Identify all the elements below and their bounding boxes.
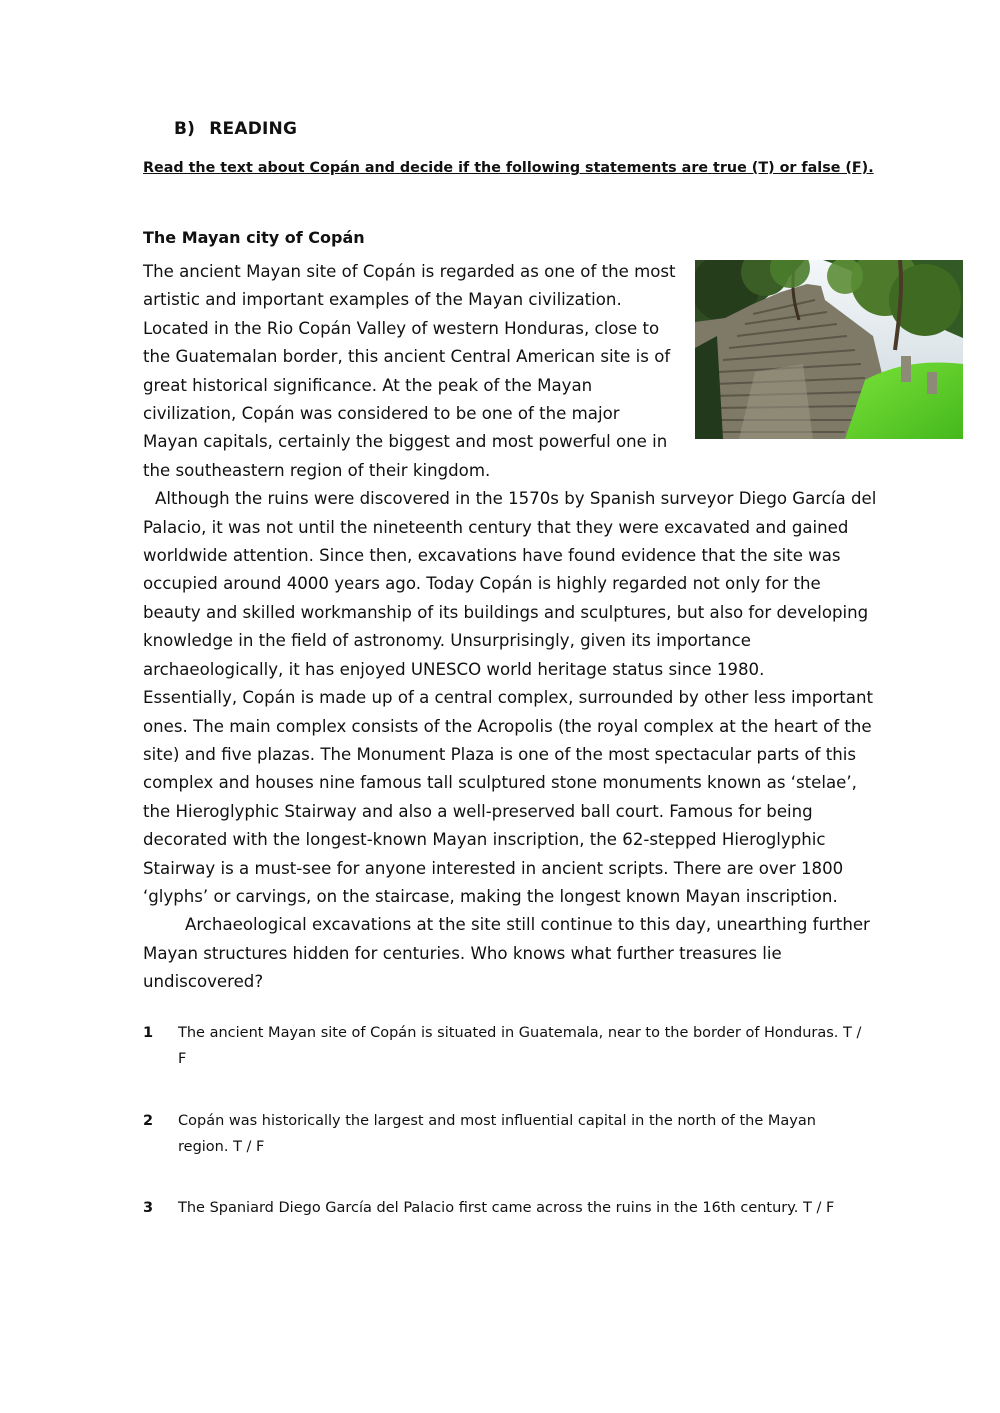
article-paragraph: Archaeological excavations at the site still continue to this day, unearthing further Mayan structures hidden for centuries. Who knows what further treasures lie undiscovered? xyxy=(143,915,870,992)
question-text: Copán was historically the largest and most influential capital in the north of the Mayan region. T / F xyxy=(178,1113,816,1155)
question-number: 3 xyxy=(143,1200,154,1216)
article-paragraph: Although the ruins were discovered in the 1570s by Spanish surveyor Diego García del Palacio, it was not until the nineteenth century that they were excavated and gained worldwide attention. Since then, excavations have found evidence that the site was occupied around 4000 years ago. Today Copán is highly regarded not only for the beauty and skilled workmanship of its buildings and sculptures, but also for developing knowledge in the field of astronomy. Unsurprisingly, given its importance archaeologically, it has enjoyed UNESCO world heritage status since 1980. xyxy=(143,489,877,679)
question-list xyxy=(143,1020,863,1221)
article-paragraph: The ancient Mayan site of Copán is regarded as one of the most artistic and important examples of the Mayan civilization. Located in the Rio Copán Valley of western Honduras, close to the Guatemalan border, this ancient Central American site is of great historical significance. At the peak of the Mayan civilization, Copán was considered to be one of the major Mayan capitals, certainly the biggest and most powerful one in the southeastern region of their kingdom. xyxy=(143,262,676,480)
instruction-text: Read the text about Copán and decide if the following statements are true (T) or false (F). xyxy=(143,160,874,176)
question-item xyxy=(143,1108,863,1160)
question-item xyxy=(143,1020,863,1072)
question-item xyxy=(143,1195,863,1221)
question-text: The ancient Mayan site of Copán is situated in Guatemala, near to the border of Honduras. T / F xyxy=(178,1025,862,1067)
article-title: The Mayan city of Copán xyxy=(143,228,365,247)
question-number: 2 xyxy=(143,1113,154,1129)
article-paragraph: Essentially, Copán is made up of a central complex, surrounded by other less important ones. The main complex consists of the Acropolis (the royal complex at the heart of the site) and five plazas. The Monument Plaza is one of the most spectacular parts of this complex and houses nine famous tall sculptured stone monuments known as ‘stelae’, the Hieroglyphic Stairway and also a well-preserved ball court. Famous for being decorated with the longest-known Mayan inscription, the 62-stepped Hieroglyphic Stairway is a must-see for anyone interested in ancient scripts. There are over 1800 ‘glyphs’ or carvings, on the staircase, making the longest known Mayan inscription. xyxy=(143,688,873,906)
question-text: The Spaniard Diego García del Palacio first came across the ruins in the 16th century. T / F xyxy=(178,1200,835,1216)
question-number: 1 xyxy=(143,1025,154,1041)
article-body xyxy=(143,258,883,997)
section-heading: B) READING xyxy=(174,119,298,139)
mayan-pyramid-photo xyxy=(695,260,963,439)
